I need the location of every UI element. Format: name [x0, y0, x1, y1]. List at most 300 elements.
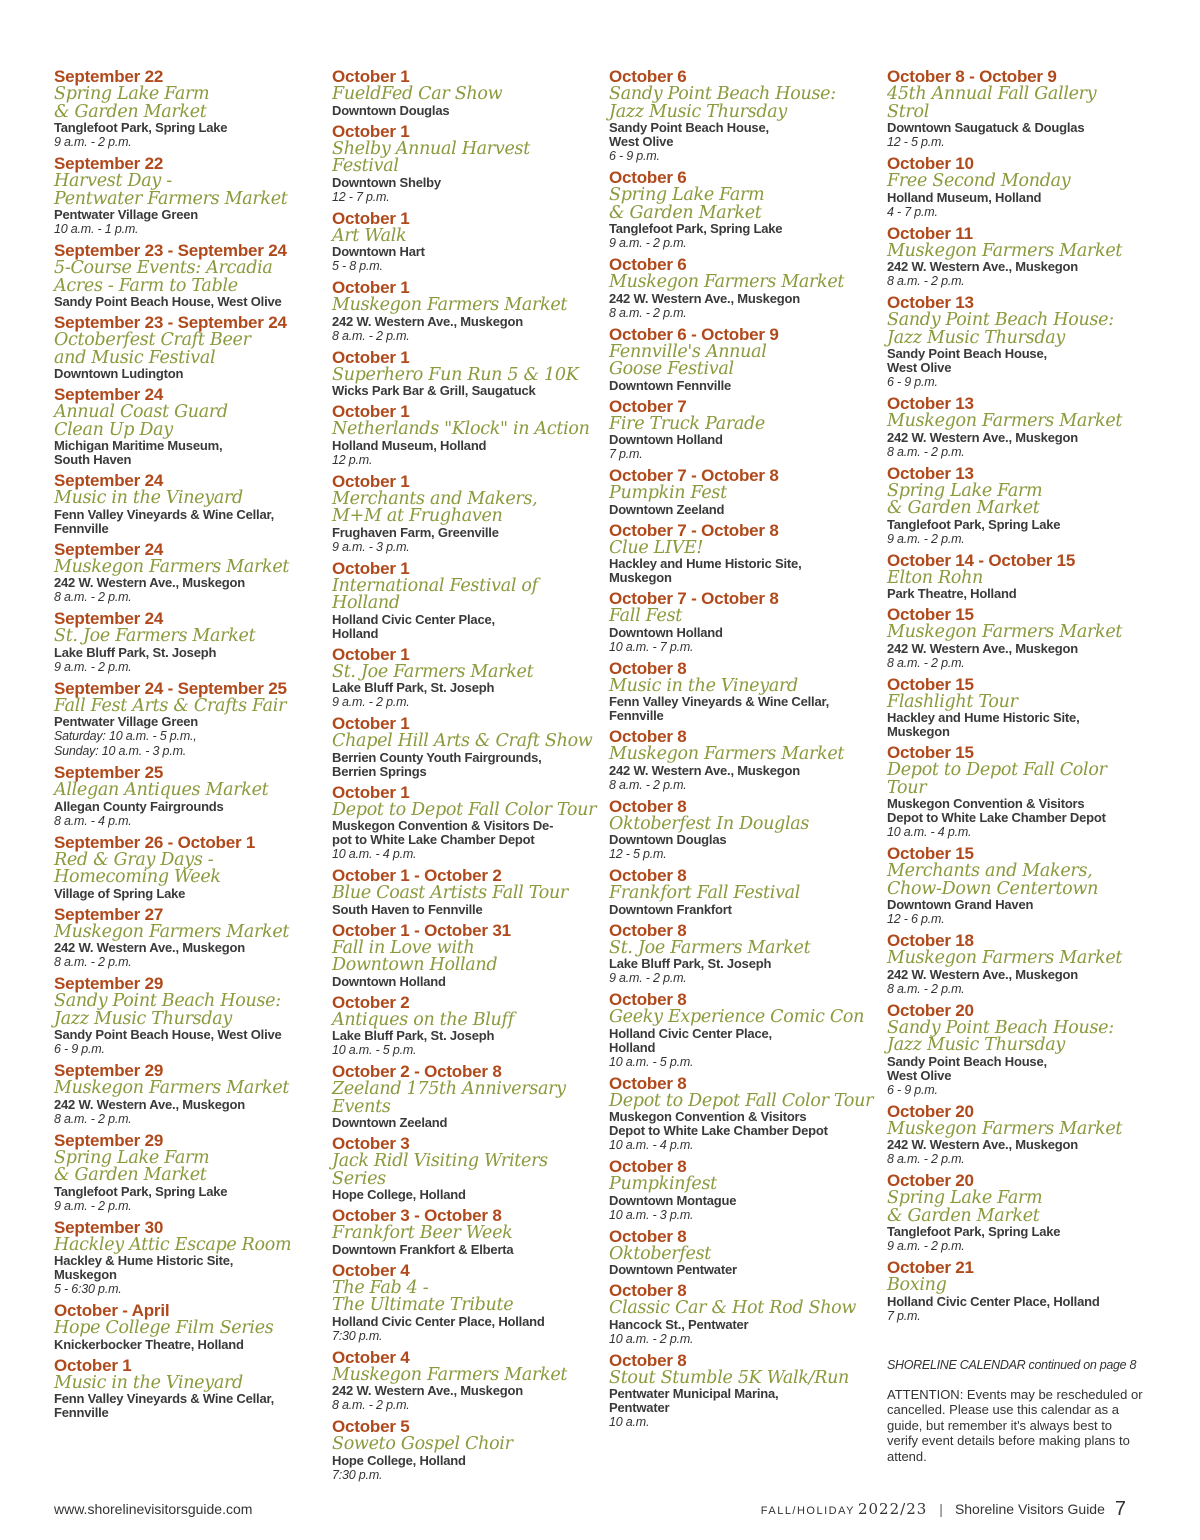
event-location: Downtown Grand Haven	[887, 897, 1034, 912]
event-date: October 20	[887, 1101, 974, 1121]
event-item	[887, 294, 1143, 390]
event-title: Jack Ridl Visiting Writers Series	[332, 1151, 548, 1189]
event-date: September 27	[54, 904, 164, 924]
event-date: October 18	[887, 931, 974, 950]
event-location: Pentwater	[609, 1400, 670, 1415]
event-item	[54, 1132, 322, 1214]
event-item	[332, 646, 600, 711]
event-location: Downtown Hart	[332, 244, 425, 259]
event-title: Spring Lake Farm	[887, 1188, 1043, 1208]
event-date: September 23 - September 24	[54, 313, 287, 332]
event-location: Sandy Point Beach House,	[887, 346, 1047, 361]
event-location: Pentwater Village Green	[54, 207, 198, 222]
calendar-column	[609, 68, 877, 1435]
event-item	[54, 68, 322, 150]
event-date: October 7 - October 8	[609, 520, 779, 540]
event-title: Geeky Experience Comic Con	[609, 1007, 865, 1027]
event-date: October - April	[54, 1301, 170, 1320]
event-date: September 29	[54, 974, 164, 993]
event-time: 8 a.m. - 2 p.m.	[609, 305, 687, 320]
event-time: 9 a.m. - 2 p.m.	[609, 236, 687, 250]
event-title: Goose Festival	[609, 359, 734, 379]
event-location: Tanglefoot Park, Spring Lake	[54, 120, 228, 135]
event-location: 242 W. Western Ave., Muskegon	[54, 1096, 245, 1112]
event-title: Depot to Depot Fall Color Tour	[609, 1090, 874, 1111]
event-time: 6 - 9 p.m.	[887, 1082, 938, 1097]
event-date: October 13	[887, 463, 974, 483]
event-date: October 1	[332, 714, 410, 733]
event-title: & Garden Market	[887, 498, 1040, 518]
event-date: October 8	[609, 990, 687, 1009]
event-title: Muskegon Farmers Market	[887, 240, 1123, 261]
event-title: Sandy Point Beach House:	[54, 991, 281, 1011]
event-item	[887, 225, 1143, 290]
event-date: October 21	[887, 1258, 974, 1277]
event-time: 10 a.m. - 4 p.m.	[609, 1138, 694, 1152]
event-date: September 22	[54, 154, 164, 173]
event-title: Acres - Farm to Table	[54, 275, 238, 296]
event-item	[887, 1002, 1143, 1098]
event-title: Music in the Vineyard	[609, 675, 798, 696]
event-location: Downtown Saugatuck & Douglas	[887, 120, 1085, 135]
event-title: Annual Coast Guard	[54, 402, 228, 422]
event-location: Frughaven Farm, Greenville	[332, 524, 499, 540]
event-location: West Olive	[887, 1067, 952, 1083]
event-item	[332, 715, 600, 779]
event-date: September 25	[54, 763, 164, 782]
event-location: 242 W. Western Ave., Muskegon	[887, 966, 1078, 982]
event-title: Allegan Antiques Market	[54, 780, 269, 800]
event-time: 12 p.m.	[332, 452, 373, 467]
event-time: 8 a.m. - 2 p.m.	[54, 590, 132, 604]
event-title: Superhero Fun Run 5 & 10K	[332, 364, 579, 385]
event-item	[54, 472, 322, 536]
event-date: September 24	[54, 385, 164, 404]
event-item	[887, 552, 1143, 602]
event-title: Chow-Down Centertown	[887, 878, 1099, 899]
event-title: Spring Lake Farm	[54, 84, 210, 104]
event-location: Sandy Point Beach House,	[887, 1053, 1047, 1069]
event-title: Music in the Vineyard	[54, 1372, 243, 1393]
event-location: 242 W. Western Ave., Muskegon	[332, 313, 523, 329]
event-item	[332, 994, 600, 1059]
event-date: October 1	[332, 347, 410, 367]
event-location: Depot to White Lake Chamber Depot	[887, 810, 1106, 825]
calendar-columns	[0, 68, 1200, 1488]
event-item	[609, 68, 877, 164]
event-location: 242 W. Western Ave., Muskegon	[54, 575, 245, 590]
event-time: 8 a.m. - 2 p.m.	[887, 444, 965, 459]
event-location: Downtown Holland	[609, 432, 723, 447]
event-date: October 6 - October 9	[609, 324, 779, 344]
event-item	[887, 744, 1143, 840]
event-title: Muskegon Farmers Market	[887, 1118, 1123, 1139]
event-time: 8 a.m. - 2 p.m.	[887, 655, 965, 670]
event-date: September 29	[54, 1130, 164, 1150]
event-location: Downtown Holland	[609, 624, 723, 640]
event-date: October 1	[332, 782, 410, 802]
event-date: October 8	[609, 1226, 687, 1246]
footer-right	[761, 1498, 1126, 1521]
event-location: Downtown Frankfort	[609, 901, 732, 917]
event-location: Downtown Douglas	[332, 102, 450, 118]
event-item	[887, 676, 1143, 740]
event-item	[54, 610, 322, 675]
page-footer	[54, 1498, 1126, 1520]
event-location: Hope College, Holland	[332, 1187, 466, 1202]
event-time: 8 a.m. - 2 p.m.	[332, 1398, 410, 1412]
event-date: October 13	[887, 394, 974, 413]
event-time: 8 a.m. - 2 p.m.	[887, 274, 965, 288]
event-location: Downtown Shelby	[332, 174, 441, 190]
event-title: Muskegon Farmers Market	[887, 411, 1123, 431]
event-time: 8 a.m. - 2 p.m.	[887, 981, 965, 996]
event-time: 8 a.m. - 2 p.m.	[332, 328, 410, 343]
event-item	[609, 991, 877, 1070]
event-location: Holland Museum, Holland	[887, 189, 1042, 205]
event-title: Red & Gray Days -	[54, 849, 214, 870]
event-location: 242 W. Western Ave., Muskegon	[332, 1383, 523, 1398]
event-title: Merchants and Makers,	[332, 488, 538, 509]
event-location: Lake Bluff Park, St. Joseph	[332, 680, 495, 695]
event-date: October 3	[332, 1134, 410, 1153]
event-title: & Garden Market	[54, 1165, 207, 1185]
event-location: Downtown Pentwater	[609, 1262, 737, 1277]
event-location: Downtown Zeeland	[332, 1115, 448, 1130]
event-title: Clue LIVE!	[609, 537, 704, 558]
event-time: 10 a.m.	[609, 1415, 650, 1429]
event-location: 242 W. Western Ave., Muskegon	[887, 640, 1078, 656]
event-location: Fennville	[54, 520, 109, 536]
event-date: September 24 - September 25	[54, 678, 287, 698]
event-date: October 8	[609, 1350, 687, 1370]
event-item	[54, 975, 322, 1057]
event-location: Pentwater Municipal Marina,	[609, 1386, 779, 1401]
event-location: West Olive	[609, 134, 674, 149]
event-location: Downtown Frankfort & Elberta	[332, 1241, 514, 1257]
event-time: 8 a.m. - 2 p.m.	[887, 1152, 965, 1166]
event-time: 10 a.m. - 7 p.m.	[609, 639, 694, 654]
event-location: Downtown Montague	[609, 1192, 737, 1208]
event-date: October 1	[332, 402, 410, 421]
event-time: 10 a.m. - 2 p.m.	[609, 1331, 694, 1346]
event-time: 9 a.m. - 2 p.m.	[887, 531, 965, 546]
event-location: Park Theatre, Holland	[887, 586, 1017, 601]
event-item	[332, 784, 600, 863]
event-title: & Garden Market	[54, 101, 207, 122]
event-date: September 30	[54, 1217, 164, 1237]
event-location: 242 W. Western Ave., Muskegon	[887, 1137, 1078, 1152]
event-location: Tanglefoot Park, Spring Lake	[609, 221, 783, 236]
event-location: Hancock St., Pentwater	[609, 1316, 749, 1332]
event-date: October 14 - October 15	[887, 550, 1076, 570]
event-location: Wicks Park Bar & Grill, Saugatuck	[332, 383, 536, 398]
event-time: 5 - 6:30 p.m.	[54, 1282, 122, 1296]
event-date: October 6	[609, 67, 687, 86]
event-title: Oktoberfest	[609, 1243, 711, 1264]
event-time: 6 - 9 p.m.	[609, 149, 660, 163]
event-location: Fennville	[609, 708, 664, 723]
event-date: October 6	[609, 255, 687, 274]
event-title: Depot to Depot Fall Color Tour	[887, 760, 1107, 798]
attention-note: ATTENTION: Events may be rescheduled or cancelled. Please use this calendar as a guide, but remember it's always best to verify event details before making plans to attend.	[887, 1386, 1143, 1464]
event-title: Merchants and Makers,	[887, 861, 1093, 881]
event-title: & Garden Market	[609, 202, 762, 223]
event-date: October 1	[332, 558, 410, 578]
event-title: Elton Rohn	[887, 567, 984, 588]
event-location: Sandy Point Beach House, West Olive	[54, 1027, 282, 1042]
event-date: October 8 - October 9	[887, 67, 1057, 86]
event-date: September 23 - September 24	[54, 241, 287, 260]
event-location: Muskegon Convention & Visitors De-	[332, 818, 554, 833]
event-time: Sunday: 10 a.m. - 3 p.m.	[54, 744, 187, 758]
event-title: Fall Fest Arts & Crafts Fair	[54, 695, 287, 716]
event-item	[887, 1172, 1143, 1254]
event-location: Lake Bluff Park, St. Joseph	[332, 1028, 495, 1043]
event-location: Fenn Valley Vineyards & Wine Cellar,	[609, 694, 830, 709]
event-time: 10 a.m. - 4 p.m.	[887, 825, 972, 839]
event-date: October 8	[609, 796, 687, 816]
event-date: October 7 - October 8	[609, 589, 779, 608]
event-item	[332, 1135, 600, 1202]
event-date: October 1	[332, 471, 410, 491]
event-time: 9 a.m. - 2 p.m.	[609, 971, 687, 985]
event-title: The Ultimate Tribute	[332, 1295, 514, 1315]
event-location: Berrien Springs	[332, 763, 427, 779]
event-location: 242 W. Western Ave., Muskegon	[54, 940, 245, 955]
event-item	[609, 590, 877, 655]
event-location: Downtown Ludington	[54, 366, 184, 381]
event-time: 7 p.m.	[887, 1308, 921, 1323]
event-item	[609, 467, 877, 517]
event-title: Jazz Music Thursday	[887, 327, 1065, 348]
event-title: Free Second Monday	[887, 171, 1071, 191]
event-item	[609, 1282, 877, 1347]
event-item	[54, 155, 322, 237]
event-item	[54, 834, 322, 901]
event-item	[54, 541, 322, 606]
event-title: Fall in Love with	[332, 937, 475, 958]
event-time: 10 a.m. - 5 p.m.	[332, 1043, 417, 1057]
event-list	[887, 68, 1143, 1324]
event-item	[332, 1418, 600, 1483]
event-title: Soweto Gospel Choir	[332, 1434, 513, 1454]
event-date: October 1	[332, 67, 410, 86]
continued-note: SHORELINE CALENDAR continued on page 8	[887, 1357, 1137, 1372]
event-date: October 1	[332, 644, 410, 664]
event-title: St. Joe Farmers Market	[609, 937, 811, 958]
event-date: October 1	[332, 208, 410, 228]
event-time: 6 - 9 p.m.	[54, 1042, 105, 1056]
event-time: 7 p.m.	[609, 447, 643, 461]
event-location: Tanglefoot Park, Spring Lake	[887, 516, 1061, 532]
event-title: Hope College Film Series	[54, 1318, 274, 1338]
event-item	[54, 314, 322, 381]
event-title: Blue Coast Artists Fall Tour	[332, 883, 569, 903]
event-date: October 1	[54, 1355, 132, 1375]
event-item	[609, 256, 877, 321]
event-location: South Haven to Fennville	[332, 901, 483, 917]
event-location: Hackley and Hume Historic Site,	[887, 710, 1080, 725]
event-item	[887, 932, 1143, 997]
event-location: Berrien County Youth Fairgrounds,	[332, 749, 542, 765]
event-item	[609, 522, 877, 586]
event-time: 12 - 7 p.m.	[332, 189, 390, 204]
event-date: October 8	[609, 920, 687, 940]
event-title: Homecoming Week	[54, 867, 221, 887]
event-item	[54, 1302, 322, 1352]
event-date: October 8	[609, 1073, 687, 1093]
event-title: Fennville's Annual	[609, 341, 767, 362]
event-date: October 1	[332, 278, 410, 297]
event-item	[54, 1219, 322, 1298]
event-date: October 15	[887, 605, 974, 624]
event-item	[332, 68, 600, 118]
event-time: 10 a.m. - 3 p.m.	[609, 1207, 694, 1222]
event-time: 5 - 8 p.m.	[332, 259, 383, 273]
event-title: Muskegon Farmers Market	[54, 1078, 290, 1098]
event-title: Sandy Point Beach House:	[887, 310, 1114, 330]
event-date: October 2 - October 8	[332, 1062, 502, 1081]
event-date: October 8	[609, 866, 687, 885]
event-date: October 1 - October 2	[332, 866, 502, 885]
event-title: Jazz Music Thursday	[609, 101, 787, 122]
event-item	[609, 728, 877, 793]
event-date: September 24	[54, 539, 164, 559]
event-item	[609, 398, 877, 463]
event-title: Hackley Attic Escape Room	[54, 1234, 292, 1255]
event-title: The Fab 4 -	[332, 1277, 429, 1298]
event-location: Holland Civic Center Place, Holland	[887, 1293, 1100, 1309]
page-number: 7	[1114, 1498, 1126, 1520]
event-title: Stout Stumble 5K Walk/Run	[609, 1367, 850, 1388]
website-url[interactable]: www.shorelinevisitorsguide.com	[54, 1501, 253, 1517]
event-title: Fall Fest	[609, 606, 682, 626]
event-title: FueldFed Car Show	[332, 84, 503, 104]
event-title: Muskegon Farmers Market	[887, 622, 1123, 642]
event-item	[332, 279, 600, 344]
event-item	[332, 210, 600, 275]
event-title: Clean Up Day	[54, 419, 173, 440]
event-title: Spring Lake Farm	[54, 1147, 210, 1168]
event-date: October 15	[887, 674, 974, 694]
event-time: 8 a.m. - 4 p.m.	[54, 813, 132, 828]
event-date: September 29	[54, 1061, 164, 1080]
event-date: October 7 - October 8	[609, 466, 779, 485]
event-time: 12 - 5 p.m.	[887, 135, 945, 149]
event-title: Pumpkinfest	[609, 1174, 717, 1194]
event-title: Sandy Point Beach House:	[887, 1017, 1114, 1038]
event-item	[54, 242, 322, 309]
event-title: Chapel Hill Arts & Craft Show	[332, 731, 593, 751]
event-location: Tanglefoot Park, Spring Lake	[887, 1224, 1061, 1239]
event-location: Muskegon Convention & Visitors	[609, 1109, 807, 1124]
event-time: 12 - 6 p.m.	[887, 912, 945, 926]
event-item	[887, 1259, 1143, 1324]
event-location: Holland	[609, 1039, 656, 1055]
event-title: Spring Lake Farm	[609, 185, 765, 205]
event-item	[887, 845, 1143, 927]
event-title: Octoberfest Craft Beer	[54, 330, 251, 350]
event-title: International Festival of Holland	[332, 575, 538, 613]
event-location: Hackley & Hume Historic Site,	[54, 1253, 234, 1268]
event-item	[332, 922, 600, 989]
event-location: Hackley and Hume Historic Site,	[609, 556, 802, 571]
event-date: October 11	[887, 223, 973, 243]
event-title: Shelby Annual Harvest Festival	[332, 138, 530, 176]
event-item	[54, 764, 322, 829]
event-item	[887, 155, 1143, 220]
event-location: 242 W. Western Ave., Muskegon	[887, 429, 1078, 445]
event-item	[332, 123, 600, 205]
event-time: 9 a.m. - 2 p.m.	[54, 659, 132, 674]
event-item	[609, 1075, 877, 1154]
event-location: Tanglefoot Park, Spring Lake	[54, 1183, 228, 1199]
event-date: October 15	[887, 844, 974, 863]
event-location: 242 W. Western Ave., Muskegon	[609, 762, 800, 778]
event-date: October 1 - October 31	[332, 920, 511, 940]
event-location: Holland	[332, 625, 379, 641]
event-location: 242 W. Western Ave., Muskegon	[609, 290, 800, 306]
event-title: Downtown Holland	[332, 955, 498, 975]
event-location: Hope College, Holland	[332, 1452, 466, 1468]
event-item	[54, 680, 322, 760]
event-title: Flashlight Tour	[887, 691, 1018, 712]
event-location: Holland Civic Center Place,	[332, 611, 495, 627]
issue-year: 2022/23	[857, 1500, 928, 1518]
event-location: Downtown Holland	[332, 973, 446, 989]
event-date: September 22	[54, 67, 164, 86]
event-location: Holland Museum, Holland	[332, 437, 487, 453]
event-location: Fenn Valley Vineyards & Wine Cellar,	[54, 506, 275, 522]
event-item	[609, 922, 877, 987]
event-date: October 8	[609, 658, 687, 678]
event-date: October 3 - October 8	[332, 1206, 502, 1225]
event-date: October 5	[332, 1417, 410, 1436]
event-item	[887, 606, 1143, 671]
event-date: October 4	[332, 1347, 410, 1367]
event-item	[332, 560, 600, 641]
event-item	[609, 798, 877, 863]
event-time: 8 a.m. - 2 p.m.	[54, 1111, 132, 1126]
event-time: 9 a.m. - 2 p.m.	[54, 1198, 132, 1213]
event-item	[887, 465, 1143, 547]
event-title: Zeeland 175th Anniversary	[332, 1079, 566, 1099]
issue-season: FALL/HOLIDAY	[760, 1505, 855, 1517]
event-location: South Haven	[54, 452, 132, 467]
event-title: Harvest Day -	[54, 171, 172, 191]
event-date: October 8	[609, 727, 687, 746]
event-item	[332, 349, 600, 399]
event-item	[332, 473, 600, 555]
event-item	[54, 386, 322, 467]
publication-name: Shoreline Visitors Guide	[954, 1501, 1105, 1517]
event-title: St. Joe Farmers Market	[54, 626, 256, 646]
event-title: Depot to Depot Fall Color Tour	[332, 799, 597, 820]
calendar-column	[887, 68, 1143, 1464]
event-date: September 26 - October 1	[54, 832, 256, 852]
event-title: Muskegon Farmers Market	[332, 295, 568, 315]
event-date: October 7	[609, 396, 687, 416]
event-title: Netherlands "Klock" in Action	[332, 419, 590, 439]
event-date: October 10	[887, 154, 974, 173]
event-time: 6 - 9 p.m.	[887, 375, 938, 389]
event-location: Fennville	[54, 1405, 109, 1420]
event-title: Oktoberfest In Douglas	[609, 813, 810, 834]
event-location: Michigan Maritime Museum,	[54, 438, 223, 453]
event-time: Saturday: 10 a.m. - 5 p.m.,	[54, 729, 197, 743]
event-item	[54, 1357, 322, 1421]
